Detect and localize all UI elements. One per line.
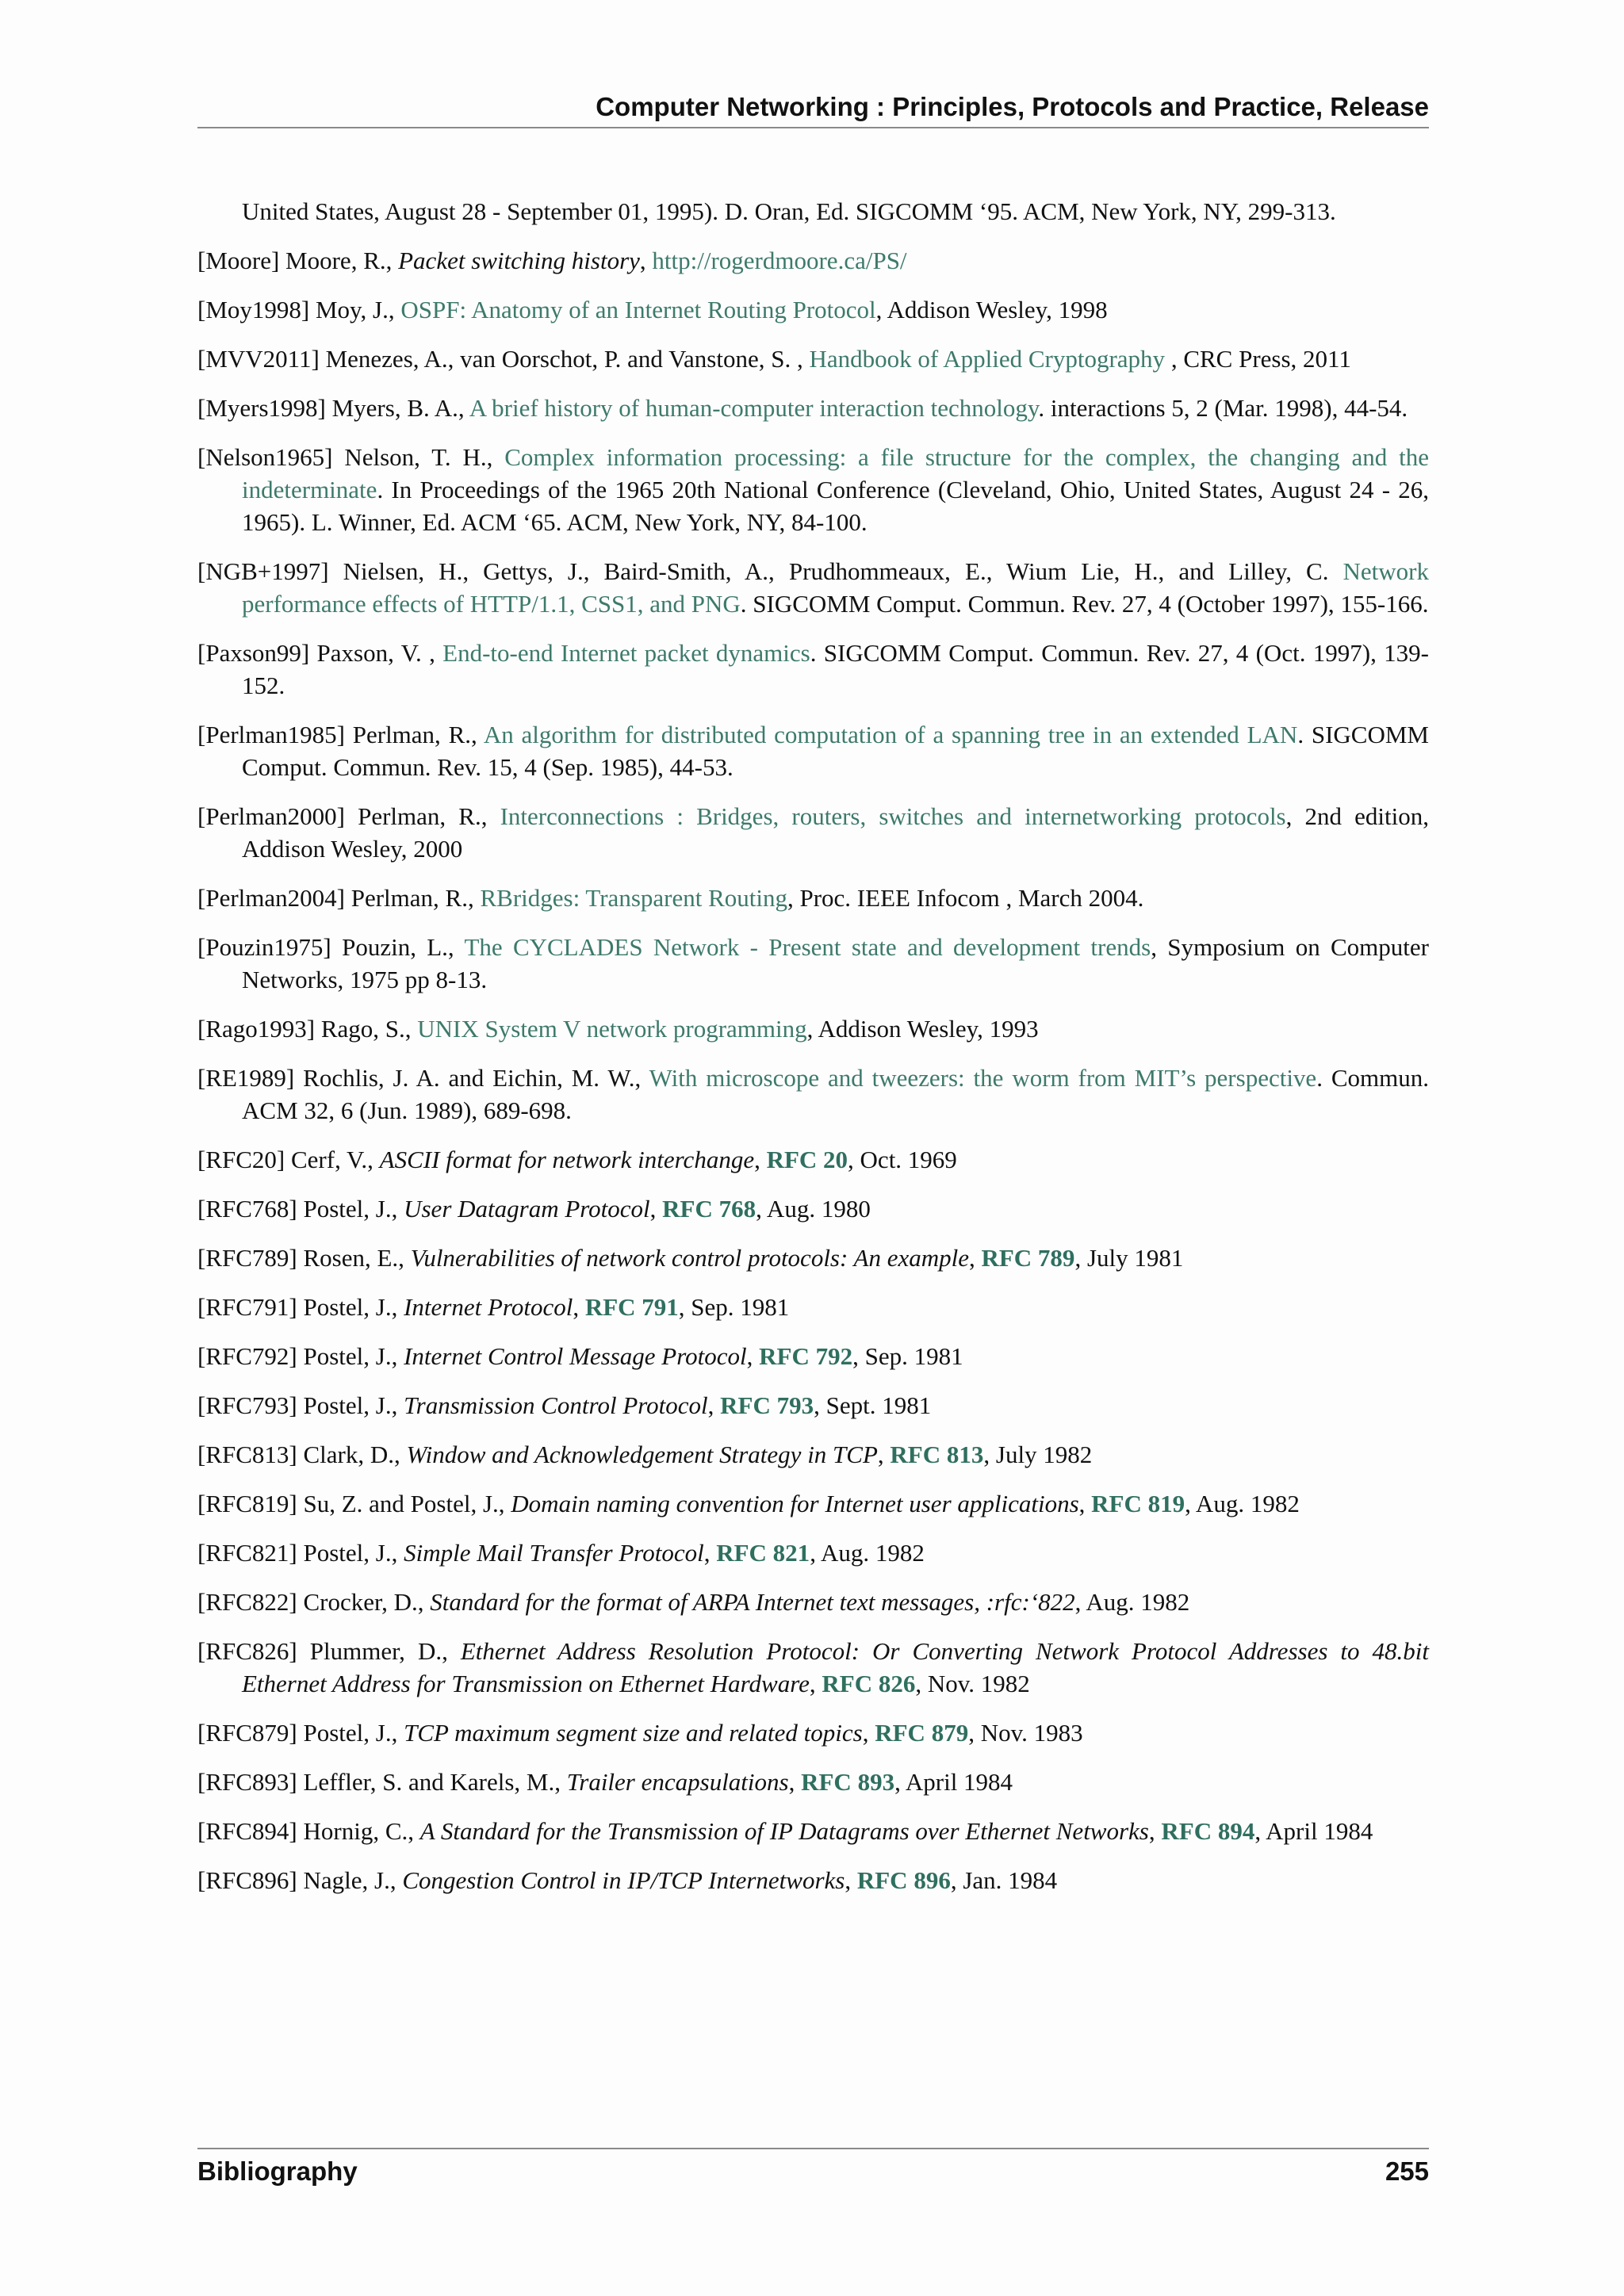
footer-rule: [197, 2148, 1429, 2149]
bib-key: [Moore]: [197, 247, 280, 274]
bib-tail: , July 1982: [983, 1441, 1093, 1468]
bib-tail: , Aug. 1982: [810, 1539, 925, 1567]
bib-entry: [RFC896] Nagle, J., Congestion Control in IP/TCP Internetworks, RFC 896, Jan. 1984: [197, 1866, 1058, 1894]
bib-tail: . Commun. ACM 32, 6 (Jun. 1989), 689-698.: [242, 1064, 1429, 1124]
bib-authors: Rosen, E.,: [303, 1244, 411, 1272]
continued-entry: United States, August 28 - September 01, 1995). D. Oran, Ed. SIGCOMM ‘95. ACM, New York, NY, 299-313.: [242, 197, 1336, 225]
bib-key: [MVV2011]: [197, 345, 320, 373]
bib-title: Domain naming convention for Internet user applications: [511, 1490, 1079, 1517]
rfc-link[interactable]: RFC 768: [662, 1195, 756, 1223]
bib-authors: Nielsen, H., Gettys, J., Baird-Smith, A., Prudhommeaux, E., Wium Lie, H., and Lilley, C.: [343, 557, 1343, 585]
bib-key: [Moy1998]: [197, 296, 310, 323]
bib-tail: , Sept. 1981: [814, 1391, 932, 1419]
bib-key: [Myers1998]: [197, 394, 326, 422]
bib-authors: Plummer, D.,: [309, 1637, 461, 1665]
bib-key: [RE1989]: [197, 1064, 295, 1092]
bib-entry: [197, 441, 1429, 538]
bib-entry: [197, 882, 1429, 914]
bib-link[interactable]: Network performance effects of HTTP/1.1, CSS1, and PNG: [242, 557, 1429, 618]
bib-tail: , Addison Wesley, 1993: [806, 1015, 1039, 1043]
bib-tail: , April 1984: [894, 1768, 1013, 1796]
bib-title: Vulnerabilities of network control protocols: An example: [410, 1244, 969, 1272]
bib-authors: Perlman, R.,: [352, 721, 484, 748]
bib-key: [RFC822]: [197, 1588, 297, 1616]
bib-key: [Rago1993]: [197, 1015, 316, 1043]
bib-entry: [RFC789] Rosen, E., Vulnerabilities of network control protocols: An example, RFC 789, July 1981: [197, 1244, 1184, 1272]
bib-tail: , Aug. 1982: [1074, 1588, 1190, 1616]
bib-tail: , July 1981: [1074, 1244, 1184, 1272]
bib-entry: [RFC819] Su, Z. and Postel, J., Domain naming convention for Internet user applications, RFC 819, Aug. 1982: [197, 1490, 1300, 1517]
bib-entry: [197, 931, 1429, 996]
bib-title: Trailer encapsulations: [566, 1768, 789, 1796]
running-header-title: Computer Networking : Principles, Protocols and Practice, Release: [596, 92, 1429, 121]
bib-authors: Perlman, R.,: [350, 884, 481, 912]
rfc-link[interactable]: RFC 893: [801, 1768, 895, 1796]
bib-title: Simple Mail Transfer Protocol: [404, 1539, 704, 1567]
page-number: 255: [1385, 2156, 1429, 2186]
rfc-link[interactable]: RFC 879: [875, 1719, 969, 1747]
bib-tail: . SIGCOMM Comput. Commun. Rev. 27, 4 (Oct. 1997), 139-152.: [242, 639, 1429, 699]
bib-authors: Nagle, J.,: [303, 1866, 403, 1894]
bib-entry: [RFC792] Postel, J., Internet Control Message Protocol, RFC 792, Sep. 1981: [197, 1342, 963, 1370]
rfc-link[interactable]: RFC 896: [856, 1866, 951, 1894]
bib-link[interactable]: End-to-end Internet packet dynamics: [442, 639, 810, 667]
bib-key: [RFC791]: [197, 1293, 297, 1321]
bib-key: [RFC894]: [197, 1817, 297, 1845]
bib-tail: , 2nd edition, Addison Wesley, 2000: [242, 802, 1429, 863]
bib-tail: , Aug. 1982: [1185, 1490, 1300, 1517]
bib-link[interactable]: RBridges: Transparent Routing: [480, 884, 787, 912]
bib-title: User Datagram Protocol: [404, 1195, 650, 1223]
bib-entry: [Moore] Moore, R., Packet switching history, http://rogerdmoore.ca/PS/: [197, 247, 907, 274]
bib-authors: Cerf, V.,: [291, 1146, 380, 1173]
bib-link[interactable]: Handbook of Applied Cryptography: [809, 345, 1166, 373]
bib-link[interactable]: http://rogerdmoore.ca/PS/: [652, 247, 907, 274]
bib-tail: . SIGCOMM Comput. Commun. Rev. 15, 4 (Sep. 1985), 44-53.: [242, 721, 1429, 781]
bib-authors: Hornig, C.,: [303, 1817, 420, 1845]
bib-tail: , Oct. 1969: [848, 1146, 957, 1173]
bib-title: Window and Acknowledgement Strategy in TCP: [406, 1441, 878, 1468]
rfc-link[interactable]: RFC 826: [822, 1670, 916, 1697]
bib-key: [RFC819]: [197, 1490, 297, 1517]
bib-key: [Perlman1985]: [197, 721, 345, 748]
bib-key: [RFC826]: [197, 1637, 297, 1665]
bib-key: [Perlman2004]: [197, 884, 345, 912]
bib-key: [Pouzin1975]: [197, 933, 331, 961]
bib-title: Transmission Control Protocol: [404, 1391, 708, 1419]
bib-entry: [197, 293, 1429, 326]
bib-title: A Standard for the Transmission of IP Datagrams over Ethernet Networks: [419, 1817, 1149, 1845]
bib-tail: , Aug. 1980: [756, 1195, 871, 1223]
bib-tail: , Nov. 1983: [968, 1719, 1083, 1747]
bib-key: [RFC821]: [197, 1539, 297, 1567]
bib-entry: [197, 342, 1429, 375]
bib-authors: Su, Z. and Postel, J.,: [303, 1490, 511, 1517]
bib-tail: , CRC Press, 2011: [1165, 345, 1351, 373]
bib-tail: , Proc. IEEE Infocom , March 2004.: [787, 884, 1144, 912]
bib-authors: Moy, J.,: [315, 296, 401, 323]
bib-title: Standard for the format of ARPA Internet text messages, :rfc:‘822: [430, 1588, 1075, 1616]
bib-authors: Postel, J.,: [303, 1342, 404, 1370]
bib-tail: , Addison Wesley, 1998: [875, 296, 1108, 323]
bib-authors: Paxson, V. ,: [316, 639, 443, 667]
bib-entry: [RFC894] Hornig, C., A Standard for the Transmission of IP Datagrams over Ethernet Networks, RFC 894, April 1984: [197, 1817, 1373, 1845]
bib-entry: [RFC793] Postel, J., Transmission Control Protocol, RFC 793, Sept. 1981: [197, 1391, 932, 1419]
bib-entry: [197, 1062, 1429, 1127]
rfc-link[interactable]: RFC 894: [1161, 1817, 1255, 1845]
rfc-link[interactable]: RFC 819: [1091, 1490, 1185, 1517]
bib-authors: Postel, J.,: [303, 1293, 404, 1321]
rfc-link[interactable]: RFC 793: [720, 1391, 814, 1419]
bib-authors: Myers, B. A.,: [331, 394, 469, 422]
footer-section-title: Bibliography: [197, 2156, 358, 2186]
bib-authors: Clark, D.,: [303, 1441, 407, 1468]
bib-key: [Perlman2000]: [197, 802, 345, 830]
bib-tail: , Sep. 1981: [678, 1293, 790, 1321]
bib-key: [RFC789]: [197, 1244, 297, 1272]
bib-link[interactable]: Complex information processing: a file structure for the complex, the changing and the indeterminate: [242, 443, 1430, 503]
bibliography-list: [197, 195, 1429, 1913]
bib-key: [RFC20]: [197, 1146, 285, 1173]
bib-key: [RFC792]: [197, 1342, 297, 1370]
bib-tail: . SIGCOMM Comput. Commun. Rev. 27, 4 (October 1997), 155-166.: [740, 590, 1429, 618]
rfc-link[interactable]: RFC 20: [766, 1146, 848, 1173]
bib-title: Packet switching history: [398, 247, 640, 274]
bib-tail: , Jan. 1984: [950, 1866, 1058, 1894]
bib-title: ASCII format for network interchange: [379, 1146, 755, 1173]
rfc-link[interactable]: RFC 789: [981, 1244, 1075, 1272]
bib-link[interactable]: Interconnections : Bridges, routers, switches and internetworking protocols: [500, 802, 1286, 830]
bib-authors: Postel, J.,: [303, 1719, 404, 1747]
bib-title: Congestion Control in IP/TCP Internetworks: [402, 1866, 845, 1894]
entries-container: [197, 244, 1429, 1896]
bib-entry: [RFC821] Postel, J., Simple Mail Transfer Protocol, RFC 821, Aug. 1982: [197, 1539, 925, 1567]
bib-entry: [197, 392, 1429, 424]
bib-authors: Postel, J.,: [303, 1391, 404, 1419]
bib-authors: Leffler, S. and Karels, M.,: [303, 1768, 567, 1796]
bib-tail: , Nov. 1982: [915, 1670, 1030, 1697]
bib-entry: [197, 1586, 1429, 1618]
bib-key: [RFC893]: [197, 1768, 297, 1796]
bib-entry: [RFC791] Postel, J., Internet Protocol, RFC 791, Sep. 1981: [197, 1293, 790, 1321]
bib-entry: [197, 1012, 1429, 1045]
header-rule: [197, 127, 1429, 128]
rfc-link[interactable]: RFC 792: [759, 1342, 853, 1370]
bib-tail: , Symposium on Computer Networks, 1975 pp 8-13.: [242, 933, 1429, 993]
bib-entry: [RFC20] Cerf, V., ASCII format for network interchange, RFC 20, Oct. 1969: [197, 1146, 957, 1173]
bib-authors: Rago, S.,: [320, 1015, 418, 1043]
bib-key: [RFC813]: [197, 1441, 297, 1468]
bib-key: [RFC879]: [197, 1719, 297, 1747]
bib-link[interactable]: The CYCLADES Network - Present state and development trends: [464, 933, 1151, 961]
rfc-link[interactable]: RFC 821: [716, 1539, 810, 1567]
bib-title: Ethernet Address Resolution Protocol: Or Converting Network Protocol Addresses to 48.bit Ethernet Address for Transmission on Ethernet Hardware: [242, 1637, 1429, 1697]
bib-link[interactable]: An algorithm for distributed computation of a spanning tree in an extended LAN: [483, 721, 1298, 748]
bib-entry: [RFC768] Postel, J., User Datagram Protocol, RFC 768, Aug. 1980: [197, 1195, 871, 1223]
rfc-link[interactable]: RFC 813: [890, 1441, 984, 1468]
bib-authors: Nelson, T. H.,: [344, 443, 505, 471]
bib-authors: Perlman, R.,: [358, 802, 500, 830]
bib-authors: Pouzin, L.,: [342, 933, 465, 961]
bib-key: [RFC793]: [197, 1391, 297, 1419]
bib-authors: Menezes, A., van Oorschot, P. and Vanstone, S. ,: [325, 345, 810, 373]
bib-entry: [197, 637, 1429, 702]
bib-key: [Nelson1965]: [197, 443, 333, 471]
bib-link[interactable]: With microscope and tweezers: the worm from MIT’s perspective: [649, 1064, 1317, 1092]
bib-authors: Postel, J.,: [303, 1195, 404, 1223]
bib-entry: [197, 718, 1429, 783]
bib-tail: , April 1984: [1254, 1817, 1373, 1845]
bib-key: [RFC896]: [197, 1866, 297, 1894]
bib-tail: , Sep. 1981: [852, 1342, 963, 1370]
bib-authors: Moore, R.,: [285, 247, 399, 274]
bib-tail: . interactions 5, 2 (Mar. 1998), 44-54.: [1038, 394, 1408, 422]
bib-entry: [197, 555, 1429, 620]
bib-title: Internet Control Message Protocol: [404, 1342, 747, 1370]
bib-title: TCP maximum segment size and related topics: [404, 1719, 863, 1747]
bib-authors: Rochlis, J. A. and Eichin, M. W.,: [303, 1064, 649, 1092]
bib-link[interactable]: A brief history of human-computer interaction technology: [469, 394, 1039, 422]
bib-authors: Crocker, D.,: [303, 1588, 431, 1616]
bib-entry: [RFC813] Clark, D., Window and Acknowledgement Strategy in TCP, RFC 813, July 1982: [197, 1441, 1093, 1468]
bib-title: Internet Protocol: [404, 1293, 573, 1321]
bib-key: [Paxson99]: [197, 639, 310, 667]
bib-entry: [RFC893] Leffler, S. and Karels, M., Trailer encapsulations, RFC 893, April 1984: [197, 1768, 1013, 1796]
bib-entry: [197, 800, 1429, 865]
bib-authors: Postel, J.,: [303, 1539, 404, 1567]
bib-entry: [RFC826] Plummer, D., Ethernet Address Resolution Protocol: Or Converting Network Protocol Addresses to 48.bit Ethernet Address for Transmission on Ethernet Hardware, RFC 826, Nov. 1982: [197, 1637, 1429, 1697]
bib-key: [NGB+1997]: [197, 557, 329, 585]
bib-key: [RFC768]: [197, 1195, 297, 1223]
bib-link[interactable]: OSPF: Anatomy of an Internet Routing Protocol: [400, 296, 876, 323]
bib-entry: [RFC879] Postel, J., TCP maximum segment size and related topics, RFC 879, Nov. 1983: [197, 1719, 1083, 1747]
rfc-link[interactable]: RFC 791: [584, 1293, 679, 1321]
bib-link[interactable]: UNIX System V network programming: [417, 1015, 807, 1043]
bib-tail: . In Proceedings of the 1965 20th National Conference (Cleveland, Ohio, United States, August 24 - 26, 1965). L. Winner, Ed. ACM ‘65. ACM, New York, NY, 84-100.: [242, 476, 1429, 536]
